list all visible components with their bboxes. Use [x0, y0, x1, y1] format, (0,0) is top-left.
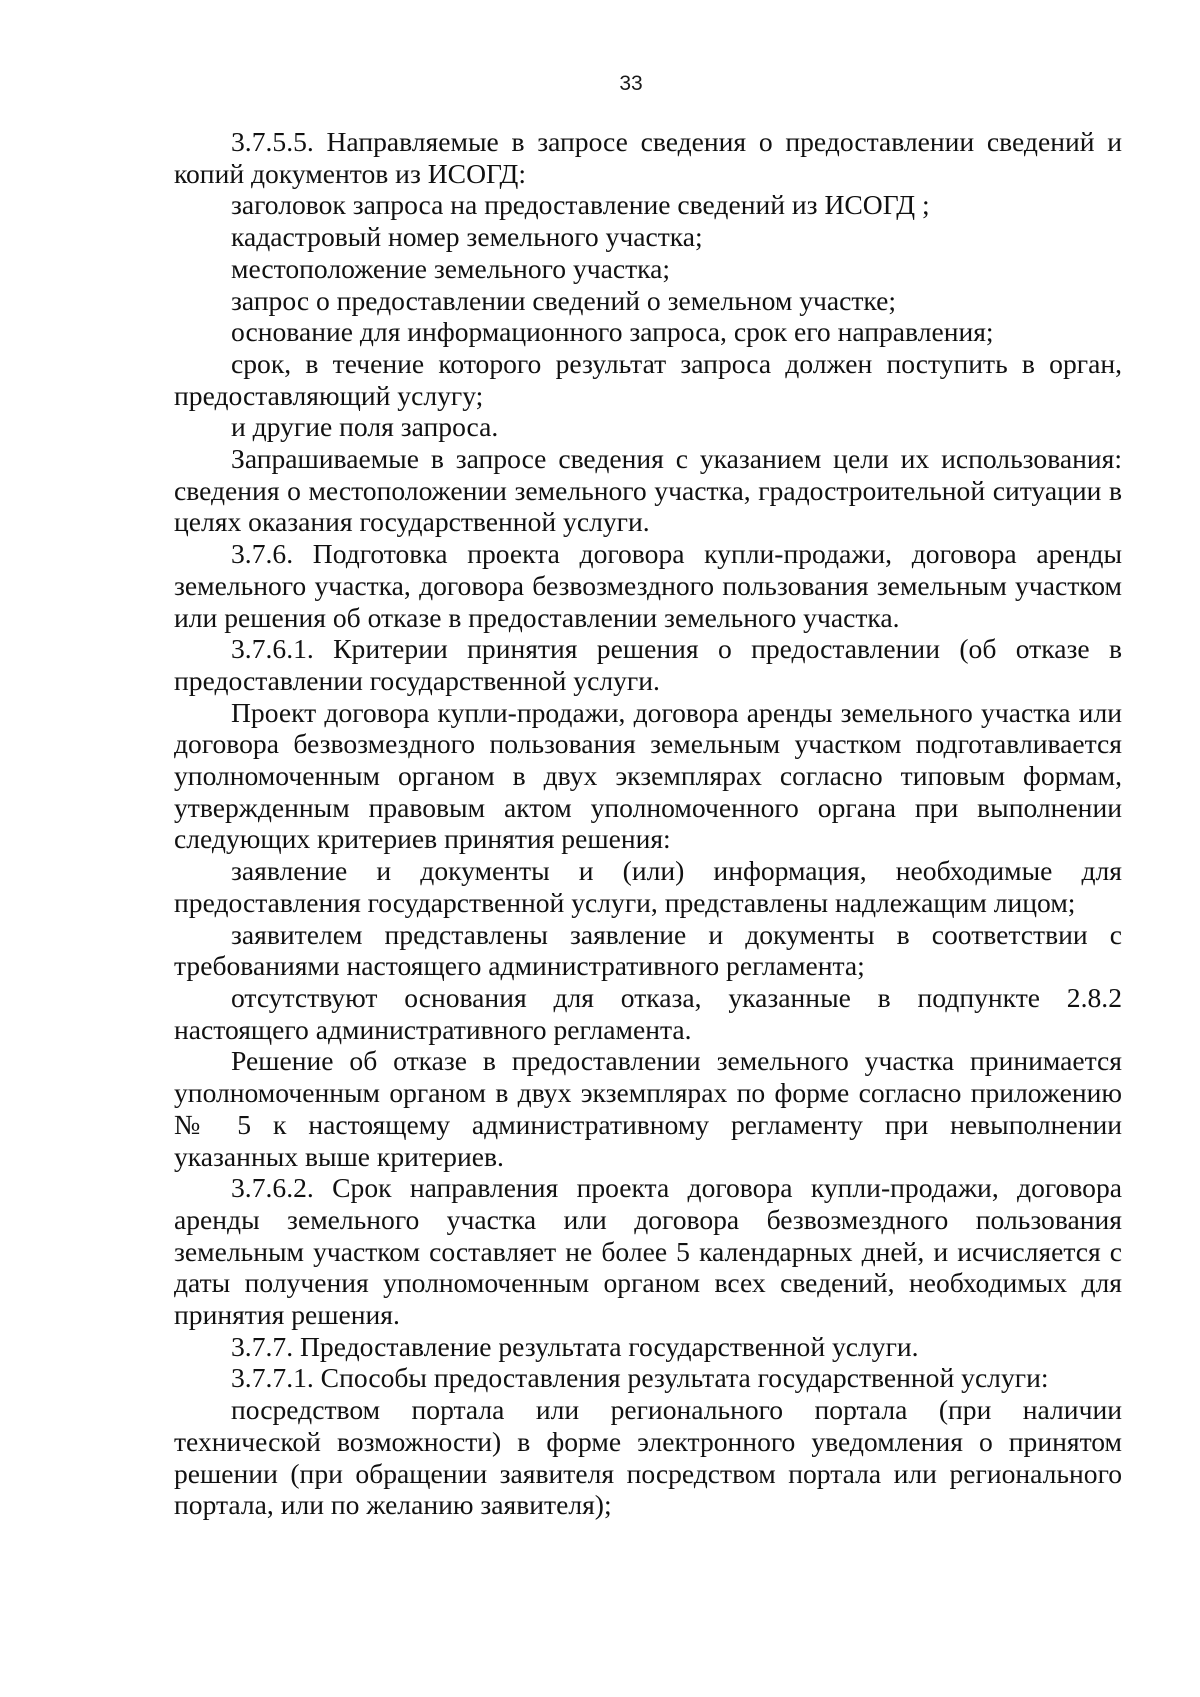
- paragraph-3-7-6-1: 3.7.6.1. Критерии принятия решения о предоставлении (об отказе в предоставлении государственной услуги.: [174, 633, 1122, 696]
- list-item-criterion-no-grounds: отсутствуют основания для отказа, указанные в подпункте 2.8.2 настоящего административного регламента.: [174, 981, 1122, 1045]
- list-item-request-basis: основание для информационного запроса, срок его направления;: [231, 316, 994, 348]
- list-item-criterion-proper-person: заявление и документы и (или) информация, необходимые для предоставления государственной услуги, представлены надлежащим лицом;: [174, 855, 1122, 918]
- page-number: 33: [619, 72, 643, 95]
- list-item-cadastral-number: кадастровый номер земельного участка;: [231, 221, 703, 253]
- paragraph-3-7-5-5: 3.7.5.5. Направляемые в запросе сведения о предоставлении сведений и копий документов из ИСОГД:: [174, 126, 1122, 189]
- list-item-land-location: местоположение земельного участка;: [231, 252, 671, 284]
- list-item-request-header: заголовок запроса на предоставление сведений из ИСОГД ;: [231, 189, 930, 221]
- paragraph-3-7-6-2: 3.7.6.2. Срок направления проекта договора купли-продажи, договора аренды земельного участка или договора безвозмездного пользования земельным участком составляет не более 5 календарных дней, и исчисляется с даты получения уполномоченным органом всех сведений, необходимых для принятия решения.: [174, 1172, 1122, 1331]
- paragraph-3-7-6: 3.7.6. Подготовка проекта договора купли-продажи, договора аренды земельного участка, договора безвозмездного пользования земельным участком или решения об отказе в предоставлении земельного участка.: [174, 538, 1122, 633]
- list-item-via-portal: посредством портала или регионального портала (при наличии технической возможности) в форме электронного уведомления о принятом решении (при обращении заявителя посредством портала или регионального портала, или по желанию заявителя);: [174, 1394, 1122, 1521]
- paragraph-requested-info: Запрашиваемые в запросе сведения с указанием цели их использования: сведения о местоположении земельного участка, градостроительной ситуации в целях оказания государственной услуги.: [174, 443, 1122, 538]
- list-item-response-deadline: срок, в течение которого результат запроса должен поступить в орган, предоставляющий услугу;: [174, 347, 1122, 411]
- list-item-criterion-compliance: заявителем представлены заявление и документы в соответствии с требованиями настоящего административного регламента;: [174, 918, 1122, 982]
- paragraph-3-7-7-1: 3.7.7.1. Способы предоставления результата государственной услуги:: [231, 1362, 1049, 1394]
- paragraph-3-7-7: 3.7.7. Предоставление результата государственной услуги.: [231, 1330, 919, 1362]
- document-body: [174, 126, 1122, 1521]
- paragraph-draft-contract: Проект договора купли-продажи, договора аренды земельного участка или договора безвозмездного пользования земельным участком подготавливается уполномоченным органом в двух экземплярах согласно типовым формам, утвержденным правовым актом уполномоченного органа при выполнении следующих критериев принятия решения:: [174, 696, 1122, 855]
- list-item-other-fields: и другие поля запроса.: [231, 411, 499, 443]
- paragraph-refusal-decision: Решение об отказе в предоставлении земельного участка принимается уполномоченным органом в двух экземплярах по форме согласно приложению № 5 к настоящему административному регламенту при невыполнении указанных выше критериев.: [174, 1045, 1122, 1172]
- list-item-land-info-request: запрос о предоставлении сведений о земельном участке;: [231, 284, 897, 316]
